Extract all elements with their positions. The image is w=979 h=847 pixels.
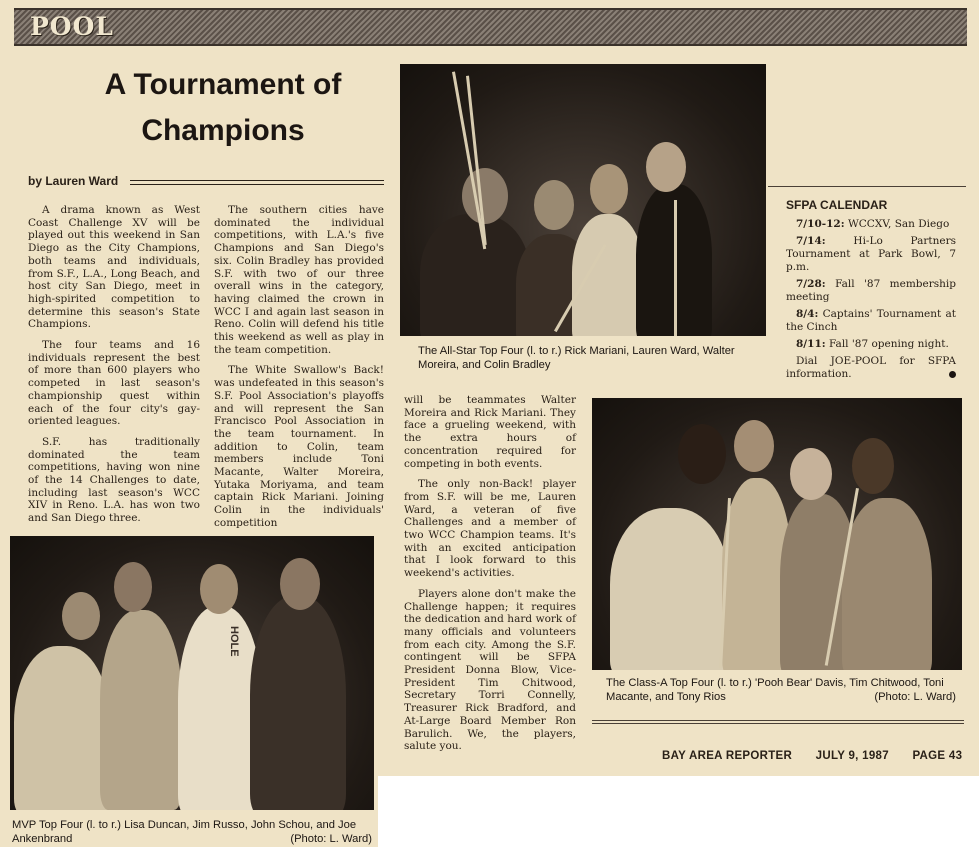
mvp-caption [12, 818, 372, 846]
calendar-text: Hi-Lo Partners Tournament at Park Bowl, 7 p.m. [786, 235, 956, 273]
footer-rule [592, 720, 964, 724]
publication-name: BAY AREA REPORTER [662, 750, 793, 762]
calendar-item [786, 338, 956, 351]
calendar-date: 7/10-12: [796, 218, 845, 230]
calendar-item [786, 278, 956, 304]
publication-date: JULY 9, 1987 [815, 750, 889, 762]
calendar-item [786, 235, 956, 274]
paragraph: The southern cities have dominated the individual competitions, with L.A.'s five Champions and San Diego's six. Colin Bradley has provided S.F. with two of our three overall wins in the category, having claimed the crown in WCC I and again last season in Reno. Colin will defend his title this weekend as well as play in the team competition. [214, 204, 384, 356]
mvp-photo [10, 536, 374, 810]
classa-caption-text: The Class-A Top Four (l. to r.) 'Pooh Bear' Davis, Tim Chitwood, Toni Macante, and Tony Rios [606, 677, 944, 703]
calendar-date: 8/11: [796, 338, 826, 350]
paragraph: will be teammates Walter Moreira and Rick Mariani. They face a grueling weekend, with the extra hours of concentration required for competing in both events. [404, 394, 576, 470]
calendar-text: WCCXV, San Diego [847, 218, 950, 230]
article-column-1 [28, 204, 200, 533]
calendar-date: 8/4: [796, 308, 819, 320]
calendar-closing: Dial JOE-POOL for SFPA information. [786, 355, 956, 380]
end-mark-icon [949, 371, 956, 378]
calendar-item [786, 218, 956, 231]
paragraph: The only non-Back! player from S.F. will be me, Lauren Ward, a veteran of five Challenges and a member of two WCC Champion teams. It's with an excited anticipation that I look forward to this weekend's activities. [404, 478, 576, 580]
byline: by Lauren Ward [28, 174, 119, 188]
paragraph: The White Swallow's Back! was undefeated in this season's S.F. Pool Association's playoffs and will represent the San Francisco Pool Association in the team tournament. In addition to Colin, team members include Toni Macante, Walter Moreira, Yutaka Moriyama, and team captain Rick Mariani. Joining Colin in the individuals' competition [214, 364, 384, 529]
classa-photo [592, 398, 962, 670]
section-label: POOL [30, 12, 114, 41]
sfpa-calendar [786, 218, 956, 385]
mvp-caption-text: MVP Top Four (l. to r.) Lisa Duncan, Jim Russo, John Schou, and Joe Ankenbrand [12, 819, 357, 845]
calendar-date: 7/28: [796, 278, 826, 290]
allstar-caption: The All-Star Top Four (l. to r.) Rick Mariani, Lauren Ward, Walter Moreira, and Colin Bradley [418, 345, 735, 371]
calendar-top-rule [768, 186, 966, 187]
allstar-photo [400, 64, 766, 336]
article-headline [78, 62, 368, 154]
article-column-2 [214, 204, 384, 538]
shirt-text: HOLE [228, 626, 240, 657]
paragraph: The four teams and 16 individuals represent the best of more than 600 players who competed in last season's championship quest within each of the four city's gay-oriented leagues. [28, 339, 200, 428]
mvp-photo-credit: (Photo: L. Ward) [290, 833, 372, 845]
headline-line-1: A Tournament of [104, 68, 342, 101]
shirt-print [228, 626, 242, 660]
calendar-date: 7/14: [796, 235, 826, 247]
paragraph: S.F. has traditionally dominated the team competitions, having won nine of the 14 Challenges to date, including last season's WCC XIV in Reno. L.A. has won two and San Diego three. [28, 435, 200, 525]
page-footer [662, 750, 962, 762]
calendar-text: Fall '87 opening night. [828, 338, 949, 350]
page-number: PAGE 43 [912, 750, 963, 762]
paragraph: Players alone don't make the Challenge happen; it requires the dedication and hard work of many officials and volunteers from each city. Among the S.F. contingent will be SFPA President Donna Blow, Vice-President Tim Chitwood, Secretary Torri Connelly, Treasurer Rick Bradford, and At-Large Board Member Ron Barulich. We, the players, salute you. [404, 587, 576, 753]
calendar-title: SFPA CALENDAR [786, 198, 888, 212]
blank-margin [378, 776, 979, 847]
calendar-text: Fall '87 membership meeting [786, 278, 956, 303]
calendar-item [786, 308, 956, 334]
section-banner [14, 8, 967, 46]
headline-line-2: Champions [141, 114, 305, 147]
byline-rule [130, 180, 384, 185]
paragraph: A drama known as West Coast Challenge XV will be played out this weekend in San Diego as the City Champions, both teams and individuals, from S.F., L.A., Long Beach, and host city San Diego, meet in high-spirited competition to determine this season's State Champions. [28, 204, 200, 331]
calendar-text: Captains' Tournament at the Cinch [786, 308, 956, 333]
classa-caption [606, 676, 956, 704]
article-column-3 [404, 394, 576, 761]
classa-photo-credit: (Photo: L. Ward) [874, 691, 956, 703]
calendar-item [786, 355, 956, 381]
